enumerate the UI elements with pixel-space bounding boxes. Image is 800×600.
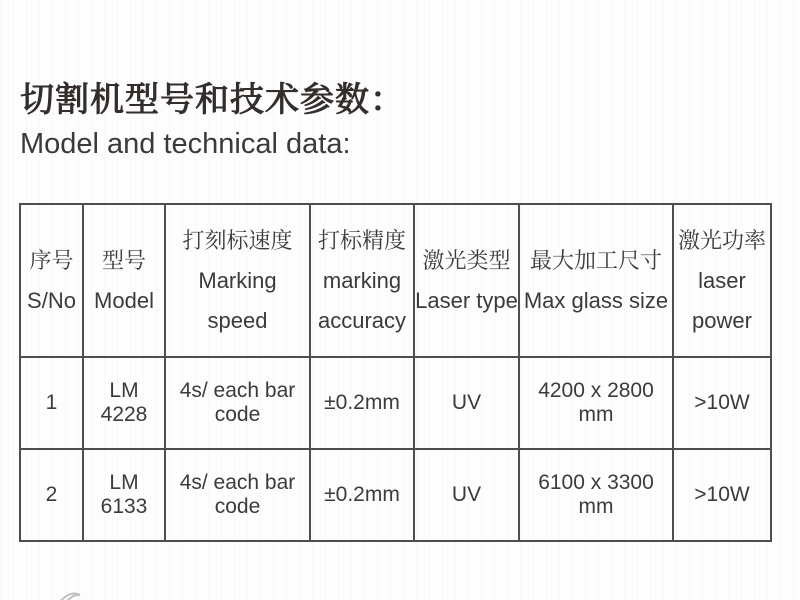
swoosh-decoration-icon [58,588,104,600]
header-max-glass-size-en: Max glass size [523,287,669,313]
cell-marking-accuracy: ±0.2mm [310,449,414,541]
header-max-glass-size-zh: 最大加工尺寸 [529,247,662,273]
cell-laser-power: >10W [673,449,771,541]
cell-max-glass-size: 4200 x 2800 mm [519,357,673,449]
header-model-en: Model [94,287,154,313]
header-serial-number-zh: 序号 [29,247,74,273]
header-marking-accuracy-zh: 打标精度 [317,227,406,253]
cell-serial-number: 2 [20,449,83,541]
cell-model: LM 6133 [83,449,165,541]
page-title-chinese: 切割机型号和技术参数： [20,81,405,119]
cell-max-glass-size: 6100 x 3300 mm [519,449,673,541]
header-serial-number-en: S/No [27,287,76,313]
table-row [20,357,771,449]
header-laser-power [673,204,771,357]
cell-laser-power: >10W [673,357,771,449]
header-marking-accuracy-en1: marking [322,267,402,293]
header-laser-type-zh: 激光类型 [422,247,511,273]
cell-model: LM 4228 [83,357,165,449]
header-model [83,204,165,357]
header-marking-speed-en: Marking speed [198,267,277,333]
page-title-english: Model and technical data: [20,128,351,160]
header-marking-speed [165,204,310,357]
header-laser-power-en1: laser [698,267,746,293]
technical-data-table [19,203,772,542]
header-laser-type-en: Laser type [415,287,518,313]
cell-serial-number: 1 [20,357,83,449]
cell-laser-type: UV [414,449,519,541]
header-max-glass-size [519,204,673,357]
header-serial-number [20,204,83,357]
header-model-zh: 型号 [101,247,146,273]
header-marking-accuracy-en2: accuracy [317,307,407,333]
header-laser-power-zh: 激光功率 [677,227,766,253]
cell-marking-speed: 4s/ each bar code [165,449,310,541]
table-header-row [20,204,771,357]
header-marking-speed-zh: 打刻标速度 [182,227,293,253]
table-row [20,449,771,541]
header-laser-type [414,204,519,357]
header-laser-power-en2: power [692,307,752,333]
header-marking-accuracy [310,204,414,357]
cell-marking-speed: 4s/ each bar code [165,357,310,449]
cell-laser-type: UV [414,357,519,449]
cell-marking-accuracy: ±0.2mm [310,357,414,449]
